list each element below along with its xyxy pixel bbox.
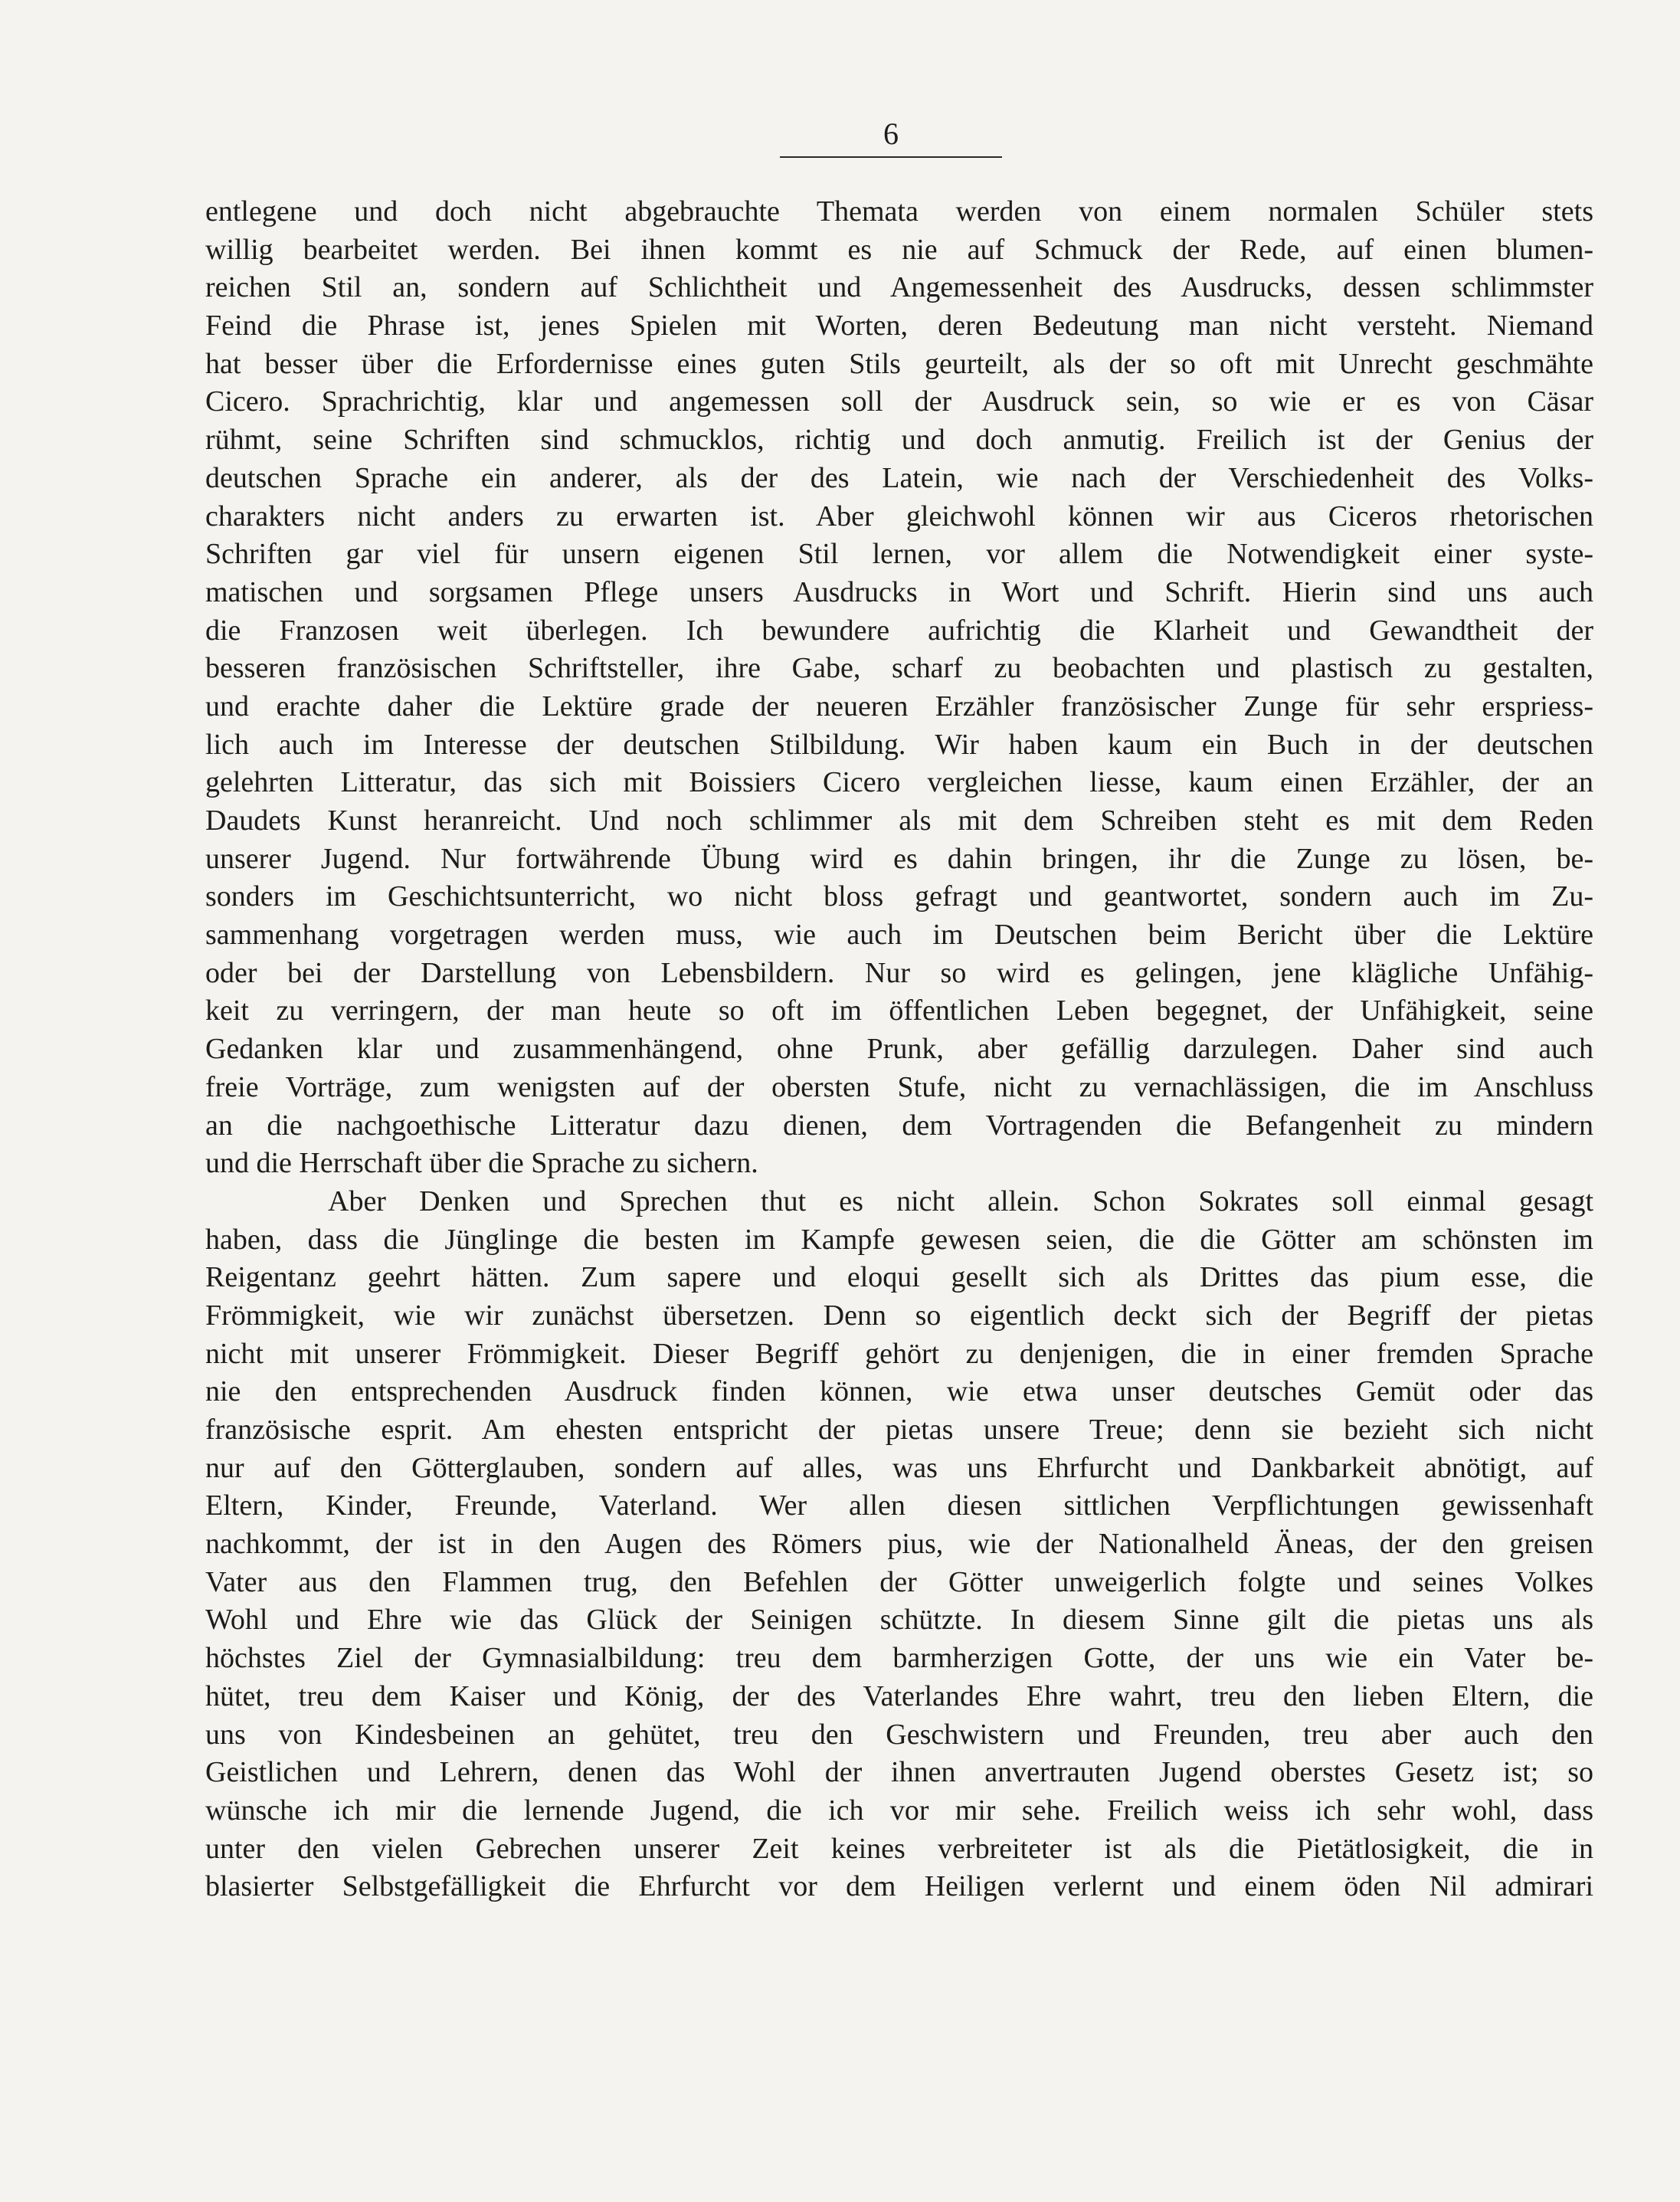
- text-line: nie den entsprechenden Ausdruck finden können, wie etwa unser deutsches Gemüt oder das: [205, 1375, 1593, 1408]
- text-line: und erachte daher die Lektüre grade der neueren Erzähler französischer Zunge für sehr erspriess-: [205, 690, 1593, 723]
- text-line: Schriften gar viel für unsern eigenen Stil lernen, vor allem die Notwendigkeit einer syste-: [205, 538, 1593, 571]
- text-line: willig bearbeitet werden. Bei ihnen kommt es nie auf Schmuck der Rede, auf einen blumen-: [205, 233, 1593, 266]
- text-line: freie Vorträge, zum wenigsten auf der obersten Stufe, nicht zu vernachlässigen, die im Anschluss: [205, 1070, 1593, 1103]
- text-line: die Franzosen weit überlegen. Ich bewundere aufrichtig die Klarheit und Gewandtheit der: [205, 614, 1593, 647]
- text-line: hat besser über die Erfordernisse eines guten Stils geurteilt, als der so oft mit Unrecht geschmähte: [205, 347, 1593, 380]
- text-line: sonders im Geschichtsunterricht, wo nicht bloss gefragt und geantwortet, sondern auch im Zu-: [205, 880, 1593, 913]
- text-line: nachkommt, der ist in den Augen des Römers pius, wie der Nationalheld Äneas, der den greisen: [205, 1528, 1593, 1561]
- text-line: keit zu verringern, der man heute so oft im öffentlichen Leben begegnet, der Unfähigkeit, seine: [205, 995, 1593, 1027]
- text-line: französische esprit. Am ehesten entspricht der pietas unsere Treue; denn sie bezieht sich nicht: [205, 1414, 1593, 1446]
- text-line: lich auch im Interesse der deutschen Stilbildung. Wir haben kaum ein Buch in der deutschen: [205, 728, 1593, 761]
- text-line: reichen Stil an, sondern auf Schlichtheit und Angemessenheit des Ausdrucks, dessen schlimmster: [205, 271, 1593, 304]
- text-line: haben, dass die Jünglinge die besten im Kampfe gewesen seien, die die Götter am schönsten im: [205, 1223, 1593, 1256]
- text-line: matischen und sorgsamen Pflege unsers Ausdrucks in Wort und Schrift. Hierin sind uns auch: [205, 575, 1593, 608]
- header-rule: [780, 156, 1002, 158]
- text-line: Feind die Phrase ist, jenes Spielen mit Worten, deren Bedeutung man nicht versteht. Niemand: [205, 310, 1593, 342]
- text-line: entlegene und doch nicht abgebrauchte Themata werden von einem normalen Schüler stets: [205, 195, 1593, 228]
- text-line: Vater aus den Flammen trug, den Befehlen der Götter unweigerlich folgte und seines Volkes: [205, 1565, 1593, 1598]
- text-line: und die Herrschaft über die Sprache zu sichern.: [205, 1147, 758, 1180]
- text-line: Frömmigkeit, wie wir zunächst übersetzen. Denn so eigentlich deckt sich der Begriff der pietas: [205, 1299, 1593, 1332]
- text-line: deutschen Sprache ein anderer, als der des Latein, wie nach der Verschiedenheit des Volks-: [205, 461, 1593, 494]
- page-number: 6: [883, 116, 899, 151]
- text-line: Aber Denken und Sprechen thut es nicht allein. Schon Sokrates soll einmal gesagt: [328, 1185, 1593, 1217]
- text-line: gelehrten Litteratur, das sich mit Boissiers Cicero vergleichen liesse, kaum einen Erzähler, der an: [205, 766, 1593, 799]
- text-line: nicht mit unserer Frömmigkeit. Dieser Begriff gehört zu denjenigen, die in einer fremden Sprache: [205, 1337, 1593, 1370]
- text-line: Wohl und Ehre wie das Glück der Seinigen schützte. In diesem Sinne gilt die pietas uns als: [205, 1604, 1593, 1637]
- text-line: nur auf den Götterglauben, sondern auf alles, was uns Ehrfurcht und Dankbarkeit abnötigt, auf: [205, 1451, 1593, 1484]
- text-line: blasierter Selbstgefälligkeit die Ehrfurcht vor dem Heiligen verlernt und einem öden Nil admirari: [205, 1870, 1593, 1903]
- text-line: höchstes Ziel der Gymnasialbildung: treu dem barmherzigen Gotte, der uns wie ein Vater be-: [205, 1642, 1593, 1675]
- text-line: uns von Kindesbeinen an gehütet, treu den Geschwistern und Freunden, treu aber auch den: [205, 1718, 1593, 1751]
- text-line: oder bei der Darstellung von Lebensbildern. Nur so wird es gelingen, jene klägliche Unfähig-: [205, 956, 1593, 989]
- text-line: charakters nicht anders zu erwarten ist. Aber gleichwohl können wir aus Ciceros rhetorischen: [205, 500, 1593, 532]
- text-line: wünsche ich mir die lernende Jugend, die ich vor mir sehe. Freilich weiss ich sehr wohl, dass: [205, 1794, 1593, 1827]
- text-line: Cicero. Sprachrichtig, klar und angemessen soll der Ausdruck sein, so wie er es von Cäsar: [205, 385, 1593, 418]
- text-line: besseren französischen Schriftsteller, ihre Gabe, scharf zu beobachten und plastisch zu gestalten,: [205, 652, 1593, 685]
- body-text: [205, 193, 1593, 1906]
- text-line: Reigentanz geehrt hätten. Zum sapere und eloqui gesellt sich als Drittes das pium esse, die: [205, 1261, 1593, 1294]
- text-line: unter den vielen Gebrechen unserer Zeit keines verbreiteter ist als die Pietätlosigkeit, die in: [205, 1832, 1593, 1865]
- text-line: Gedanken klar und zusammenhängend, ohne Prunk, aber gefällig darzulegen. Daher sind auch: [205, 1033, 1593, 1066]
- text-line: rühmt, seine Schriften sind schmucklos, richtig und doch anmutig. Freilich ist der Genius der: [205, 424, 1593, 457]
- text-line: an die nachgoethische Litteratur dazu dienen, dem Vortragenden die Befangenheit zu mindern: [205, 1109, 1593, 1142]
- paragraph: [205, 193, 1593, 1183]
- text-line: Geistlichen und Lehrern, denen das Wohl der ihnen anvertrauten Jugend oberstes Gesetz ist; so: [205, 1756, 1593, 1789]
- text-line: hütet, treu dem Kaiser und König, der des Vaterlandes Ehre wahrt, treu den lieben Eltern, die: [205, 1679, 1593, 1712]
- text-line: Daudets Kunst heranreicht. Und noch schlimmer als mit dem Schreiben steht es mit dem Reden: [205, 804, 1593, 837]
- paragraph: [205, 1183, 1593, 1906]
- text-line: sammenhang vorgetragen werden muss, wie auch im Deutschen beim Bericht über die Lektüre: [205, 919, 1593, 952]
- text-line: Eltern, Kinder, Freunde, Vaterland. Wer allen diesen sittlichen Verpflichtungen gewissenhaft: [205, 1489, 1593, 1522]
- text-line: unserer Jugend. Nur fortwährende Übung wird es dahin bringen, ihr die Zunge zu lösen, be-: [205, 842, 1593, 875]
- page-header: [780, 115, 1002, 153]
